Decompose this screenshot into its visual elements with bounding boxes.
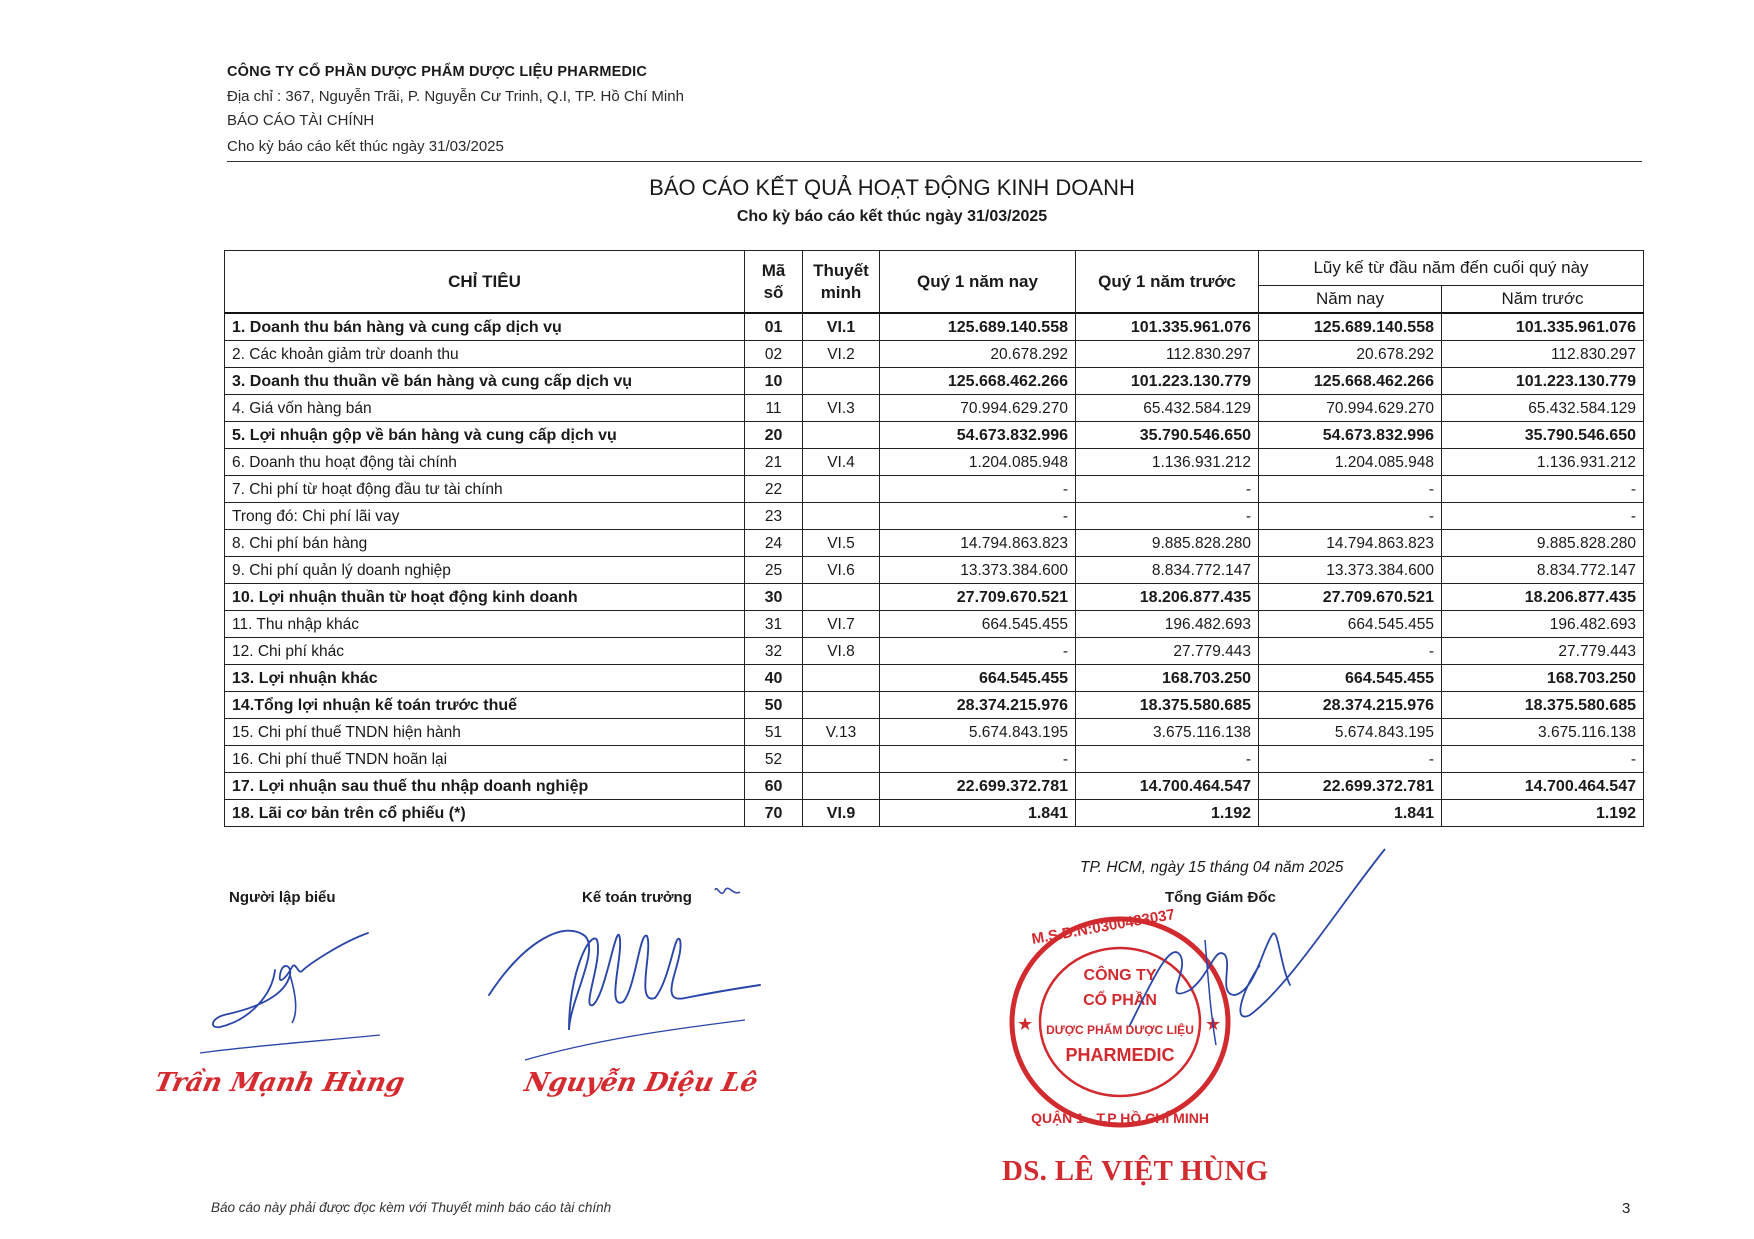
preparer-name: Trần Mạnh Hùng <box>151 1068 408 1098</box>
row-q1-prev-year: - <box>1076 476 1259 503</box>
row-label: 11. Thu nhập khác <box>225 611 745 638</box>
row-q1-prev-year: 65.432.584.129 <box>1076 395 1259 422</box>
row-q1-prev-year: 112.830.297 <box>1076 341 1259 368</box>
row-ytd-prev-year: 1.192 <box>1442 800 1644 827</box>
row-q1-prev-year: 168.703.250 <box>1076 665 1259 692</box>
row-note <box>803 746 880 773</box>
header-code: Mã số <box>745 251 803 314</box>
row-note: V.13 <box>803 719 880 746</box>
row-note <box>803 476 880 503</box>
row-note <box>803 584 880 611</box>
row-label: 14.Tổng lợi nhuận kế toán trước thuế <box>225 692 745 719</box>
row-note: VI.3 <box>803 395 880 422</box>
svg-text:PHARMEDIC: PHARMEDIC <box>1065 1045 1175 1065</box>
row-q1-this-year: 1.204.085.948 <box>880 449 1076 476</box>
row-q1-prev-year: 9.885.828.280 <box>1076 530 1259 557</box>
row-ytd-prev-year: 112.830.297 <box>1442 341 1644 368</box>
table-row <box>225 530 1644 557</box>
table-row <box>225 368 1644 395</box>
report-type: BÁO CÁO TÀI CHÍNH <box>227 112 375 129</box>
row-ytd-this-year: 664.545.455 <box>1259 665 1442 692</box>
row-note: VI.5 <box>803 530 880 557</box>
svg-text:★: ★ <box>1205 1014 1222 1034</box>
row-ytd-prev-year: 9.885.828.280 <box>1442 530 1644 557</box>
row-ytd-this-year: 14.794.863.823 <box>1259 530 1442 557</box>
svg-text:M.S.D.N:0300483037: M.S.D.N:0300483037 <box>1030 905 1177 948</box>
row-ytd-prev-year: 18.375.580.685 <box>1442 692 1644 719</box>
row-q1-this-year: 125.668.462.266 <box>880 368 1076 395</box>
director-label: Tổng Giám Đốc <box>1165 889 1276 906</box>
table-row <box>225 341 1644 368</box>
row-ytd-this-year: 125.668.462.266 <box>1259 368 1442 395</box>
row-q1-prev-year: 27.779.443 <box>1076 638 1259 665</box>
footer-note: Báo cáo này phải được đọc kèm với Thuyết minh báo cáo tài chính <box>211 1200 612 1215</box>
row-ytd-this-year: 1.841 <box>1259 800 1442 827</box>
row-label: 10. Lợi nhuận thuần từ hoạt động kinh doanh <box>225 584 745 611</box>
table-row <box>225 665 1644 692</box>
row-ytd-this-year: 1.204.085.948 <box>1259 449 1442 476</box>
row-label: 7. Chi phí từ hoạt động đầu tư tài chính <box>225 476 745 503</box>
row-code: 10 <box>745 368 803 395</box>
header-divider <box>227 161 1642 162</box>
table-body <box>225 313 1644 827</box>
chief-accountant-label: Kế toán trưởng <box>582 889 692 906</box>
row-q1-prev-year: 101.335.961.076 <box>1076 313 1259 341</box>
row-code: 21 <box>745 449 803 476</box>
row-ytd-this-year: - <box>1259 746 1442 773</box>
company-name: CÔNG TY CỔ PHẦN DƯỢC PHẨM DƯỢC LIỆU PHARMEDIC <box>227 64 648 80</box>
svg-text:DƯỢC PHẨM DƯỢC LIỆU: DƯỢC PHẨM DƯỢC LIỆU <box>1046 1023 1194 1037</box>
row-code: 60 <box>745 773 803 800</box>
header-note: Thuyết minh <box>803 251 880 314</box>
row-q1-prev-year: 14.700.464.547 <box>1076 773 1259 800</box>
row-note: VI.7 <box>803 611 880 638</box>
header-ytd-this-year: Năm nay <box>1259 286 1442 314</box>
row-q1-prev-year: - <box>1076 503 1259 530</box>
row-ytd-this-year: 664.545.455 <box>1259 611 1442 638</box>
svg-text:QUẬN 1 - T.P HỒ CHÍ MINH: QUẬN 1 - T.P HỒ CHÍ MINH <box>1031 1110 1209 1126</box>
row-ytd-prev-year: 14.700.464.547 <box>1442 773 1644 800</box>
row-ytd-prev-year: 18.206.877.435 <box>1442 584 1644 611</box>
report-subtitle: Cho kỳ báo cáo kết thúc ngày 31/03/2025 <box>736 208 1048 225</box>
row-ytd-prev-year: - <box>1442 746 1644 773</box>
row-ytd-prev-year: - <box>1442 476 1644 503</box>
row-ytd-prev-year: 27.779.443 <box>1442 638 1644 665</box>
row-code: 30 <box>745 584 803 611</box>
row-ytd-prev-year: 168.703.250 <box>1442 665 1644 692</box>
row-q1-this-year: 14.794.863.823 <box>880 530 1076 557</box>
row-code: 25 <box>745 557 803 584</box>
chief-accountant-signature <box>485 880 785 1070</box>
table-row <box>225 395 1644 422</box>
row-ytd-this-year: - <box>1259 503 1442 530</box>
director-signature <box>1040 845 1400 1075</box>
row-q1-this-year: - <box>880 638 1076 665</box>
row-code: 31 <box>745 611 803 638</box>
row-q1-this-year: 664.545.455 <box>880 665 1076 692</box>
row-code: 23 <box>745 503 803 530</box>
row-note <box>803 368 880 395</box>
table-row <box>225 503 1644 530</box>
table-row <box>225 692 1644 719</box>
row-code: 40 <box>745 665 803 692</box>
row-code: 24 <box>745 530 803 557</box>
row-code: 22 <box>745 476 803 503</box>
row-q1-prev-year: 1.192 <box>1076 800 1259 827</box>
row-q1-this-year: - <box>880 503 1076 530</box>
row-ytd-prev-year: 3.675.116.138 <box>1442 719 1644 746</box>
row-code: 11 <box>745 395 803 422</box>
row-note <box>803 773 880 800</box>
row-ytd-prev-year: 65.432.584.129 <box>1442 395 1644 422</box>
row-q1-prev-year: 3.675.116.138 <box>1076 719 1259 746</box>
row-ytd-this-year: 22.699.372.781 <box>1259 773 1442 800</box>
row-q1-this-year: 28.374.215.976 <box>880 692 1076 719</box>
row-ytd-prev-year: 196.482.693 <box>1442 611 1644 638</box>
row-code: 52 <box>745 746 803 773</box>
preparer-signature <box>180 915 380 1065</box>
row-note: VI.4 <box>803 449 880 476</box>
row-label: 13. Lợi nhuận khác <box>225 665 745 692</box>
row-code: 50 <box>745 692 803 719</box>
header-q1-prev-year: Quý 1 năm trước <box>1076 251 1259 314</box>
row-q1-prev-year: 196.482.693 <box>1076 611 1259 638</box>
table-row <box>225 476 1644 503</box>
row-q1-this-year: 664.545.455 <box>880 611 1076 638</box>
director-name: DS. LÊ VIỆT HÙNG <box>1002 1155 1269 1187</box>
report-title: BÁO CÁO KẾT QUẢ HOẠT ĐỘNG KINH DOANH <box>649 175 1135 200</box>
table-row <box>225 800 1644 827</box>
row-code: 32 <box>745 638 803 665</box>
row-q1-this-year: 13.373.384.600 <box>880 557 1076 584</box>
row-code: 20 <box>745 422 803 449</box>
page-number: 3 <box>1622 1200 1631 1217</box>
row-label: Trong đó: Chi phí lãi vay <box>225 503 745 530</box>
header-ytd: Lũy kế từ đầu năm đến cuối quý này <box>1259 251 1644 286</box>
row-code: 51 <box>745 719 803 746</box>
row-note: VI.6 <box>803 557 880 584</box>
row-ytd-prev-year: 8.834.772.147 <box>1442 557 1644 584</box>
row-label: 2. Các khoản giảm trừ doanh thu <box>225 341 745 368</box>
row-ytd-this-year: 125.689.140.558 <box>1259 313 1442 341</box>
row-label: 12. Chi phí khác <box>225 638 745 665</box>
row-ytd-this-year: 28.374.215.976 <box>1259 692 1442 719</box>
table-row <box>225 449 1644 476</box>
row-label: 1. Doanh thu bán hàng và cung cấp dịch vụ <box>225 313 745 341</box>
row-ytd-this-year: 27.709.670.521 <box>1259 584 1442 611</box>
row-label: 9. Chi phí quản lý doanh nghiệp <box>225 557 745 584</box>
row-q1-this-year: 70.994.629.270 <box>880 395 1076 422</box>
row-ytd-prev-year: 1.136.931.212 <box>1442 449 1644 476</box>
row-note <box>803 692 880 719</box>
row-q1-this-year: 22.699.372.781 <box>880 773 1076 800</box>
table-row <box>225 638 1644 665</box>
row-q1-this-year: 20.678.292 <box>880 341 1076 368</box>
row-label: 5. Lợi nhuận gộp về bán hàng và cung cấp dịch vụ <box>225 422 745 449</box>
row-label: 3. Doanh thu thuần về bán hàng và cung cấp dịch vụ <box>225 368 745 395</box>
table-row <box>225 422 1644 449</box>
row-ytd-prev-year: 35.790.546.650 <box>1442 422 1644 449</box>
income-statement-table <box>224 250 1644 827</box>
row-label: 18. Lãi cơ bản trên cổ phiếu (*) <box>225 800 745 827</box>
row-code: 02 <box>745 341 803 368</box>
row-ytd-prev-year: 101.335.961.076 <box>1442 313 1644 341</box>
row-label: 4. Giá vốn hàng bán <box>225 395 745 422</box>
row-note <box>803 503 880 530</box>
row-code: 01 <box>745 313 803 341</box>
row-ytd-this-year: 54.673.832.996 <box>1259 422 1442 449</box>
svg-text:CÔNG TY: CÔNG TY <box>1083 967 1157 984</box>
table-row <box>225 584 1644 611</box>
table-row <box>225 557 1644 584</box>
row-q1-this-year: - <box>880 476 1076 503</box>
row-note: VI.2 <box>803 341 880 368</box>
svg-text:CỔ PHẦN: CỔ PHẦN <box>1083 992 1157 1009</box>
table-row <box>225 313 1644 341</box>
row-note <box>803 422 880 449</box>
row-ytd-prev-year: - <box>1442 503 1644 530</box>
row-q1-prev-year: 101.223.130.779 <box>1076 368 1259 395</box>
row-ytd-prev-year: 101.223.130.779 <box>1442 368 1644 395</box>
row-q1-prev-year: - <box>1076 746 1259 773</box>
table-row <box>225 611 1644 638</box>
row-q1-this-year: 1.841 <box>880 800 1076 827</box>
row-q1-this-year: 125.689.140.558 <box>880 313 1076 341</box>
chief-accountant-name: Nguyễn Diệu Lê <box>521 1068 761 1098</box>
row-q1-this-year: 27.709.670.521 <box>880 584 1076 611</box>
row-label: 6. Doanh thu hoạt động tài chính <box>225 449 745 476</box>
row-q1-this-year: 54.673.832.996 <box>880 422 1076 449</box>
row-note <box>803 665 880 692</box>
row-note: VI.1 <box>803 313 880 341</box>
row-q1-prev-year: 18.375.580.685 <box>1076 692 1259 719</box>
table-row <box>225 746 1644 773</box>
report-period: Cho kỳ báo cáo kết thúc ngày 31/03/2025 <box>227 138 504 155</box>
row-q1-this-year: - <box>880 746 1076 773</box>
row-label: 17. Lợi nhuận sau thuế thu nhập doanh nghiệp <box>225 773 745 800</box>
row-ytd-this-year: 13.373.384.600 <box>1259 557 1442 584</box>
row-label: 8. Chi phí bán hàng <box>225 530 745 557</box>
row-ytd-this-year: - <box>1259 476 1442 503</box>
row-q1-prev-year: 1.136.931.212 <box>1076 449 1259 476</box>
row-label: 15. Chi phí thuế TNDN hiện hành <box>225 719 745 746</box>
table-row <box>225 773 1644 800</box>
row-q1-prev-year: 35.790.546.650 <box>1076 422 1259 449</box>
row-label: 16. Chi phí thuế TNDN hoãn lại <box>225 746 745 773</box>
header-ytd-prev-year: Năm trước <box>1442 286 1644 314</box>
row-q1-prev-year: 18.206.877.435 <box>1076 584 1259 611</box>
header-indicator: CHỈ TIÊU <box>225 251 745 314</box>
sign-date: TP. HCM, ngày 15 tháng 04 năm 2025 <box>1080 859 1344 876</box>
row-ytd-this-year: 70.994.629.270 <box>1259 395 1442 422</box>
row-ytd-this-year: 20.678.292 <box>1259 341 1442 368</box>
row-code: 70 <box>745 800 803 827</box>
company-address: Địa chỉ : 367, Nguyễn Trãi, P. Nguyễn Cư Trinh, Q.I, TP. Hồ Chí Minh <box>227 88 684 105</box>
row-q1-prev-year: 8.834.772.147 <box>1076 557 1259 584</box>
row-ytd-this-year: - <box>1259 638 1442 665</box>
row-note: VI.8 <box>803 638 880 665</box>
header-q1-this-year: Quý 1 năm nay <box>880 251 1076 314</box>
row-q1-this-year: 5.674.843.195 <box>880 719 1076 746</box>
row-ytd-this-year: 5.674.843.195 <box>1259 719 1442 746</box>
svg-text:★: ★ <box>1017 1014 1034 1034</box>
row-note: VI.9 <box>803 800 880 827</box>
preparer-label: Người lập biểu <box>229 889 336 906</box>
table-row <box>225 719 1644 746</box>
